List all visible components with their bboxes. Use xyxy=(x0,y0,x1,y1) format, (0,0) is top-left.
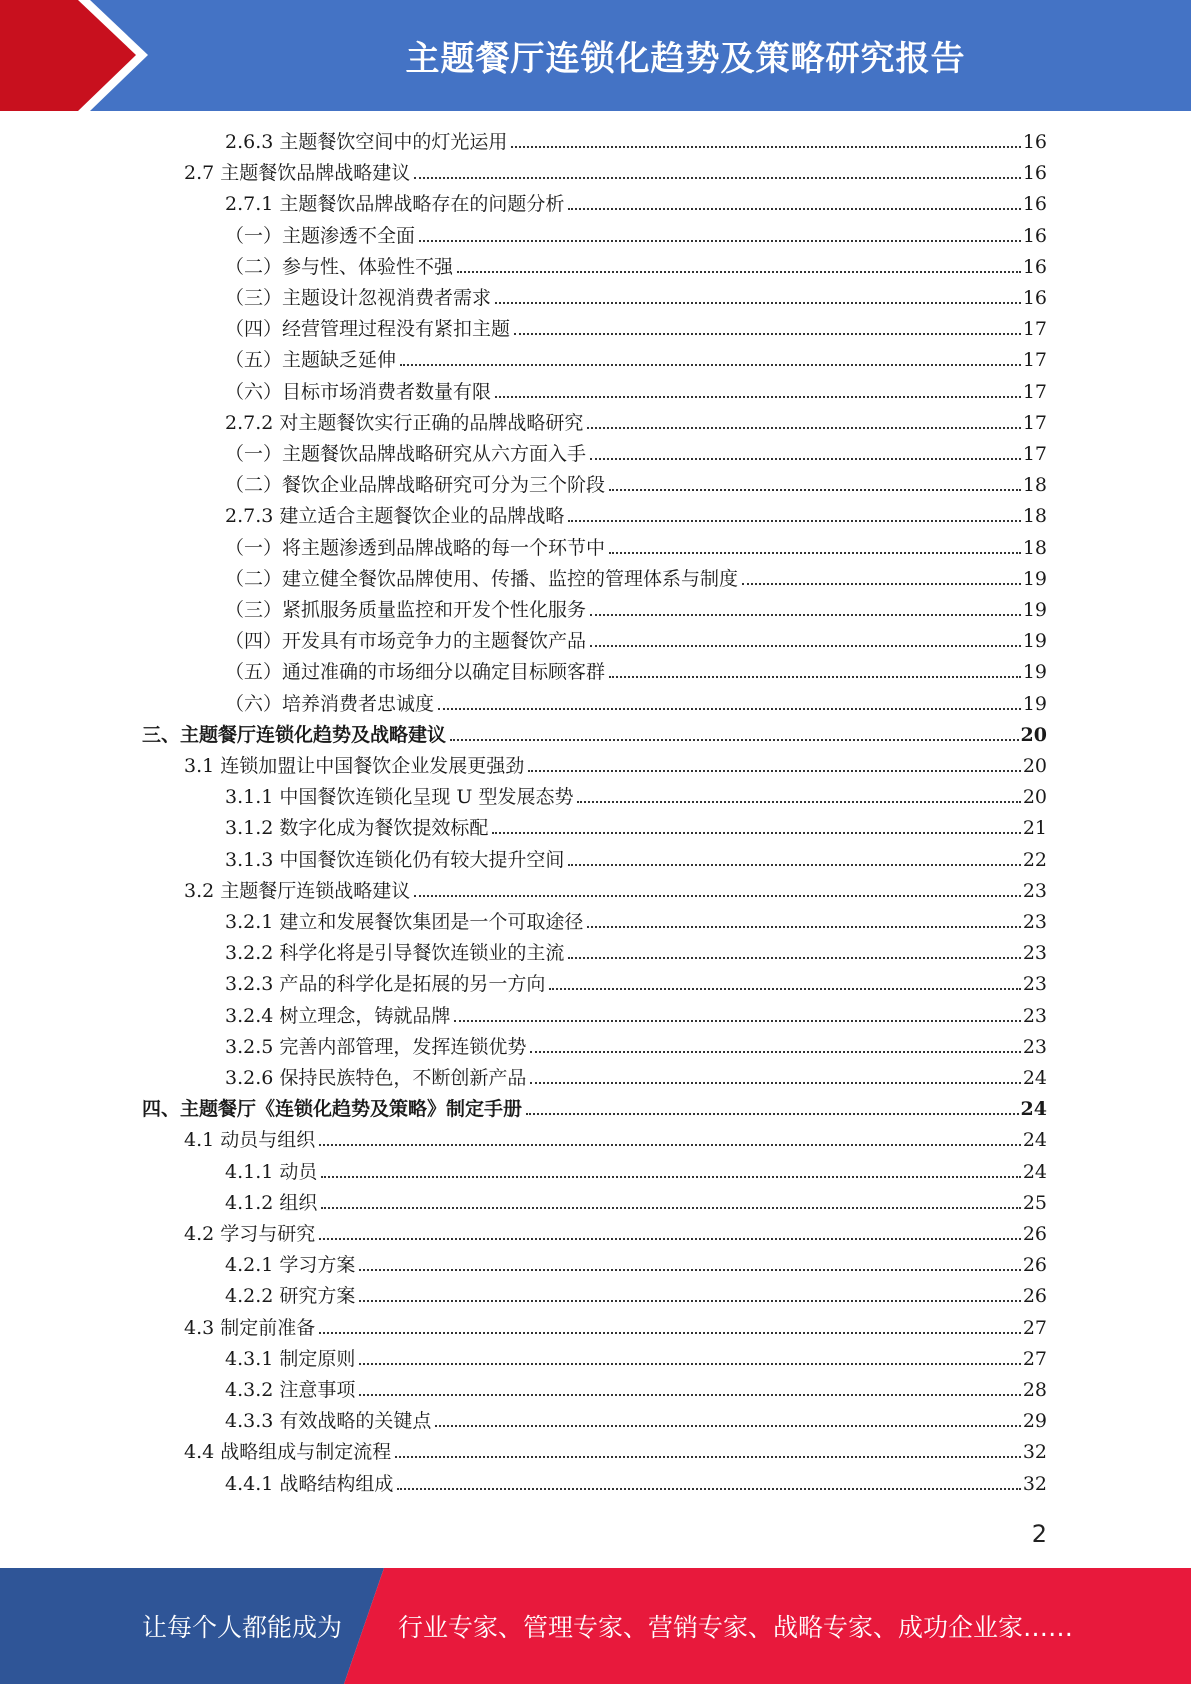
toc-entry-page: 27 xyxy=(1022,1316,1047,1339)
toc-dot-leader xyxy=(438,708,1021,710)
toc-entry[interactable] xyxy=(225,252,1047,278)
toc-dot-leader xyxy=(435,1425,1020,1427)
header-band xyxy=(0,0,1191,111)
toc-dot-leader xyxy=(590,614,1021,616)
toc-entry-page: 32 xyxy=(1022,1441,1047,1464)
toc-dot-leader xyxy=(454,1020,1020,1022)
toc-entry-title: 4.1.2 组织 xyxy=(225,1191,318,1214)
toc-entry[interactable] xyxy=(225,1188,1047,1214)
toc-entry[interactable] xyxy=(225,595,1047,621)
toc-entry-title: 4.3.3 有效战略的关键点 xyxy=(225,1410,432,1433)
toc-entry-page: 17 xyxy=(1022,318,1047,341)
toc-entry[interactable] xyxy=(184,1313,1047,1339)
toc-entry-title: 3.1.3 中国餐饮连锁化仍有较大提升空间 xyxy=(225,848,565,871)
toc-entry-page: 16 xyxy=(1022,162,1047,185)
toc-entry-page: 26 xyxy=(1022,1254,1047,1277)
toc-entry-title: 3.2.2 科学化将是引导餐饮连锁业的主流 xyxy=(225,942,565,965)
toc-entry-page: 17 xyxy=(1022,411,1047,434)
toc-entry-title: 3.2.4 树立理念，铸就品牌 xyxy=(225,1004,451,1027)
toc-entry[interactable] xyxy=(184,876,1047,902)
toc-entry-title: （五）通过准确的市场细分以确定目标顾客群 xyxy=(225,661,606,684)
toc-entry-title: 4.4.1 战略结构组成 xyxy=(225,1472,394,1495)
toc-entry-title: （六）目标市场消费者数量有限 xyxy=(225,380,492,403)
toc-entry[interactable] xyxy=(184,1437,1047,1463)
footer-band xyxy=(0,1568,1191,1684)
toc-entry[interactable] xyxy=(225,1250,1047,1276)
toc-dot-leader xyxy=(400,364,1021,366)
toc-entry[interactable] xyxy=(225,470,1047,496)
toc-dot-leader xyxy=(359,1394,1020,1396)
toc-entry[interactable] xyxy=(225,1469,1047,1495)
toc-dot-leader xyxy=(526,1113,1019,1115)
toc-entry[interactable] xyxy=(225,189,1047,215)
toc-dot-leader xyxy=(514,333,1021,335)
toc-entry-title: 3.2 主题餐厅连锁战略建议 xyxy=(184,879,411,902)
toc-entry[interactable] xyxy=(142,720,1047,746)
toc-dot-leader xyxy=(359,1363,1020,1365)
toc-entry-title: 2.7.1 主题餐饮品牌战略存在的问题分析 xyxy=(225,193,565,216)
toc-entry-title: 4.1 动员与组织 xyxy=(184,1129,316,1152)
toc-dot-leader xyxy=(528,770,1021,772)
toc-entry-page: 18 xyxy=(1022,505,1047,528)
toc-entry-title: 3.2.3 产品的科学化是拓展的另一方向 xyxy=(225,973,546,996)
toc-entry[interactable] xyxy=(225,1001,1047,1027)
toc-entry[interactable] xyxy=(225,314,1047,340)
toc-entry-title: 2.7.3 建立适合主题餐饮企业的品牌战略 xyxy=(225,505,565,528)
toc-entry-title: （二）餐饮企业品牌战略研究可分为三个阶段 xyxy=(225,474,606,497)
toc-entry-title: 4.2.2 研究方案 xyxy=(225,1285,356,1308)
toc-entry-page: 23 xyxy=(1022,942,1047,965)
toc-entry[interactable] xyxy=(225,1406,1047,1432)
toc-dot-leader xyxy=(609,552,1021,554)
document-title: 主题餐厅连锁化趋势及策略研究报告 xyxy=(405,39,966,79)
toc-entry-page: 19 xyxy=(1022,599,1047,621)
toc-dot-leader xyxy=(457,271,1021,273)
toc-dot-leader xyxy=(450,739,1019,741)
toc-entry-page: 17 xyxy=(1022,349,1047,372)
toc-entry-page: 16 xyxy=(1022,193,1047,216)
toc-dot-leader xyxy=(568,864,1020,866)
toc-dot-leader xyxy=(359,1269,1020,1271)
toc-entry-title: 4.3 制定前准备 xyxy=(184,1316,316,1339)
toc-entry-title: 三、主题餐厅连锁化趋势及战略建议 xyxy=(142,723,447,746)
toc-entry-page: 24 xyxy=(1022,1160,1047,1183)
toc-dot-leader xyxy=(321,1207,1020,1209)
toc-entry-title: 4.1.1 动员 xyxy=(225,1160,318,1183)
toc-entry-title: （六）培养消费者忠诚度 xyxy=(225,692,435,715)
toc-dot-leader xyxy=(590,458,1021,460)
toc-dot-leader xyxy=(549,988,1020,990)
toc-dot-leader xyxy=(568,208,1020,210)
toc-entry-page: 17 xyxy=(1022,443,1047,465)
toc-dot-leader xyxy=(609,676,1021,678)
toc-entry[interactable] xyxy=(225,813,1047,839)
footer-slogan-right: 行业专家、管理专家、营销专家、战略专家、成功企业家…… xyxy=(398,1613,1074,1642)
toc-entry-page: 19 xyxy=(1022,692,1047,715)
toc-entry-title: 4.4 战略组成与制定流程 xyxy=(184,1441,392,1464)
toc-entry-title: 2.7.2 对主题餐饮实行正确的品牌战略研究 xyxy=(225,411,584,434)
toc-dot-leader xyxy=(568,520,1020,522)
toc-dot-leader xyxy=(590,645,1021,647)
toc-entry-title: 4.3.1 制定原则 xyxy=(225,1347,356,1370)
toc-entry-title: 2.6.3 主题餐饮空间中的灯光运用 xyxy=(225,131,508,153)
toc-entry-title: 3.2.6 保持民族特色，不断创新产品 xyxy=(225,1067,527,1089)
toc-entry-title: （三）紧抓服务质量监控和开发个性化服务 xyxy=(225,599,587,621)
toc-entry[interactable] xyxy=(225,626,1047,652)
toc-entry-title: 3.1 连锁加盟让中国餐饮企业发展更强劲 xyxy=(184,755,525,777)
toc-entry-page: 24 xyxy=(1022,1067,1047,1089)
toc-dot-leader xyxy=(530,1051,1020,1053)
toc-entry-page: 19 xyxy=(1022,567,1047,590)
toc-entry[interactable] xyxy=(225,1375,1047,1401)
toc-dot-leader xyxy=(492,832,1020,834)
toc-entry-title: 3.2.1 建立和发展餐饮集团是一个可取途径 xyxy=(225,911,584,933)
toc-entry[interactable] xyxy=(225,1032,1047,1058)
toc-entry[interactable] xyxy=(225,907,1047,933)
toc-entry[interactable] xyxy=(225,127,1047,153)
toc-dot-leader xyxy=(568,957,1020,959)
toc-entry[interactable] xyxy=(225,969,1047,995)
toc-dot-leader xyxy=(495,302,1021,304)
toc-entry-title: （一）主题餐饮品牌战略研究从六方面入手 xyxy=(225,443,587,465)
toc-entry[interactable] xyxy=(225,283,1047,309)
toc-entry[interactable] xyxy=(225,845,1047,871)
toc-entry-title: 2.7 主题餐饮品牌战略建议 xyxy=(184,162,411,185)
toc-entry-page: 23 xyxy=(1022,911,1047,933)
toc-entry-page: 28 xyxy=(1022,1379,1047,1401)
toc-entry-page: 23 xyxy=(1022,1035,1047,1058)
toc-entry-page: 29 xyxy=(1022,1410,1047,1433)
toc-dot-leader xyxy=(530,1082,1020,1084)
toc-entry[interactable] xyxy=(225,564,1047,590)
toc-dot-leader xyxy=(414,177,1021,179)
toc-entry[interactable] xyxy=(142,1094,1047,1120)
toc-entry-page: 18 xyxy=(1022,536,1047,559)
toc-entry-title: （三）主题设计忽视消费者需求 xyxy=(225,287,492,309)
toc-entry-page: 26 xyxy=(1022,1285,1047,1308)
toc-entry-page: 26 xyxy=(1022,1223,1047,1245)
toc-entry-page: 23 xyxy=(1022,973,1047,996)
toc-entry-page: 19 xyxy=(1022,630,1047,653)
toc-entry-title: （五）主题缺乏延伸 xyxy=(225,349,397,372)
toc-entry[interactable] xyxy=(225,1063,1047,1089)
toc-dot-leader xyxy=(397,1488,1020,1490)
toc-dot-leader xyxy=(395,1456,1021,1458)
toc-entry[interactable] xyxy=(225,657,1047,683)
toc-entry-title: （四）经营管理过程没有紧扣主题 xyxy=(225,318,511,341)
toc-entry-page: 18 xyxy=(1022,474,1047,497)
toc-entry[interactable] xyxy=(225,782,1047,808)
toc-dot-leader xyxy=(319,1238,1021,1240)
toc-entry[interactable] xyxy=(225,938,1047,964)
toc-dot-leader xyxy=(319,1144,1021,1146)
toc-dot-leader xyxy=(511,146,1020,148)
toc-entry[interactable] xyxy=(225,1344,1047,1370)
toc-entry[interactable] xyxy=(225,1157,1047,1183)
toc-entry-title: （一）主题渗透不全面 xyxy=(225,224,416,247)
toc-entry-title: 4.2 学习与研究 xyxy=(184,1223,316,1245)
toc-entry-page: 17 xyxy=(1022,380,1047,403)
toc-entry[interactable] xyxy=(225,1281,1047,1307)
toc-entry-page: 32 xyxy=(1022,1472,1047,1495)
toc-dot-leader xyxy=(742,583,1021,585)
toc-entry-page: 19 xyxy=(1022,661,1047,684)
toc-entry-page: 21 xyxy=(1022,817,1047,840)
toc-dot-leader xyxy=(419,240,1021,242)
toc-entry[interactable] xyxy=(184,751,1047,777)
toc-entry[interactable] xyxy=(184,1125,1047,1151)
toc-entry-title: 4.2.1 学习方案 xyxy=(225,1254,356,1277)
toc-dot-leader xyxy=(495,396,1021,398)
toc-entry-title: 3.1.2 数字化成为餐饮提效标配 xyxy=(225,817,489,840)
toc-entry-page: 24 xyxy=(1020,1098,1047,1121)
toc-entry-page: 23 xyxy=(1022,879,1047,902)
toc-entry-page: 27 xyxy=(1022,1347,1047,1370)
toc-entry-page: 24 xyxy=(1022,1129,1047,1152)
toc-entry-title: （二）参与性、体验性不强 xyxy=(225,255,454,278)
toc-dot-leader xyxy=(577,801,1020,803)
toc-entry[interactable] xyxy=(225,345,1047,371)
footer-slogan-left: 让每个人都能成为 xyxy=(142,1613,343,1642)
toc-entry[interactable] xyxy=(225,501,1047,527)
toc-dot-leader xyxy=(414,895,1021,897)
toc-entry-page: 20 xyxy=(1020,723,1047,746)
toc-entry[interactable] xyxy=(184,1219,1047,1245)
page-number: 2 xyxy=(1031,1520,1047,1548)
toc-entry-page: 20 xyxy=(1022,755,1047,777)
toc-entry-page: 16 xyxy=(1022,224,1047,247)
toc-entry-title: 3.2.5 完善内部管理，发挥连锁优势 xyxy=(225,1035,527,1058)
toc-dot-leader xyxy=(321,1176,1020,1178)
toc-dot-leader xyxy=(609,489,1021,491)
toc-entry-page: 23 xyxy=(1022,1004,1047,1027)
toc-entry-page: 20 xyxy=(1022,786,1047,809)
toc-entry-page: 16 xyxy=(1022,287,1047,309)
toc-entry-page: 16 xyxy=(1022,255,1047,278)
toc-entry-page: 22 xyxy=(1022,848,1047,871)
toc-entry-title: 4.3.2 注意事项 xyxy=(225,1379,356,1401)
toc-entry[interactable] xyxy=(225,408,1047,434)
toc-entry-title: 四、主题餐厅《连锁化趋势及策略》制定手册 xyxy=(142,1098,523,1121)
toc-entry-title: （二）建立健全餐饮品牌使用、传播、监控的管理体系与制度 xyxy=(225,567,739,590)
toc-entry-title: （一）将主题渗透到品牌战略的每一个环节中 xyxy=(225,536,606,559)
toc-dot-leader xyxy=(587,427,1020,429)
toc-dot-leader xyxy=(319,1332,1021,1334)
toc-entry-page: 16 xyxy=(1022,131,1047,153)
toc-entry-title: 3.1.1 中国餐饮连锁化呈现 U 型发展态势 xyxy=(225,786,574,809)
toc-dot-leader xyxy=(359,1300,1020,1302)
toc-entry[interactable] xyxy=(225,377,1047,403)
toc-entry[interactable] xyxy=(225,689,1047,715)
toc-entry[interactable] xyxy=(225,439,1047,465)
toc-entry-page: 25 xyxy=(1022,1191,1047,1214)
toc-entry-title: （四）开发具有市场竞争力的主题餐饮产品 xyxy=(225,630,587,653)
toc-entry[interactable] xyxy=(184,158,1047,184)
toc-entry[interactable] xyxy=(225,533,1047,559)
toc-dot-leader xyxy=(587,926,1020,928)
toc-entry[interactable] xyxy=(225,221,1047,247)
